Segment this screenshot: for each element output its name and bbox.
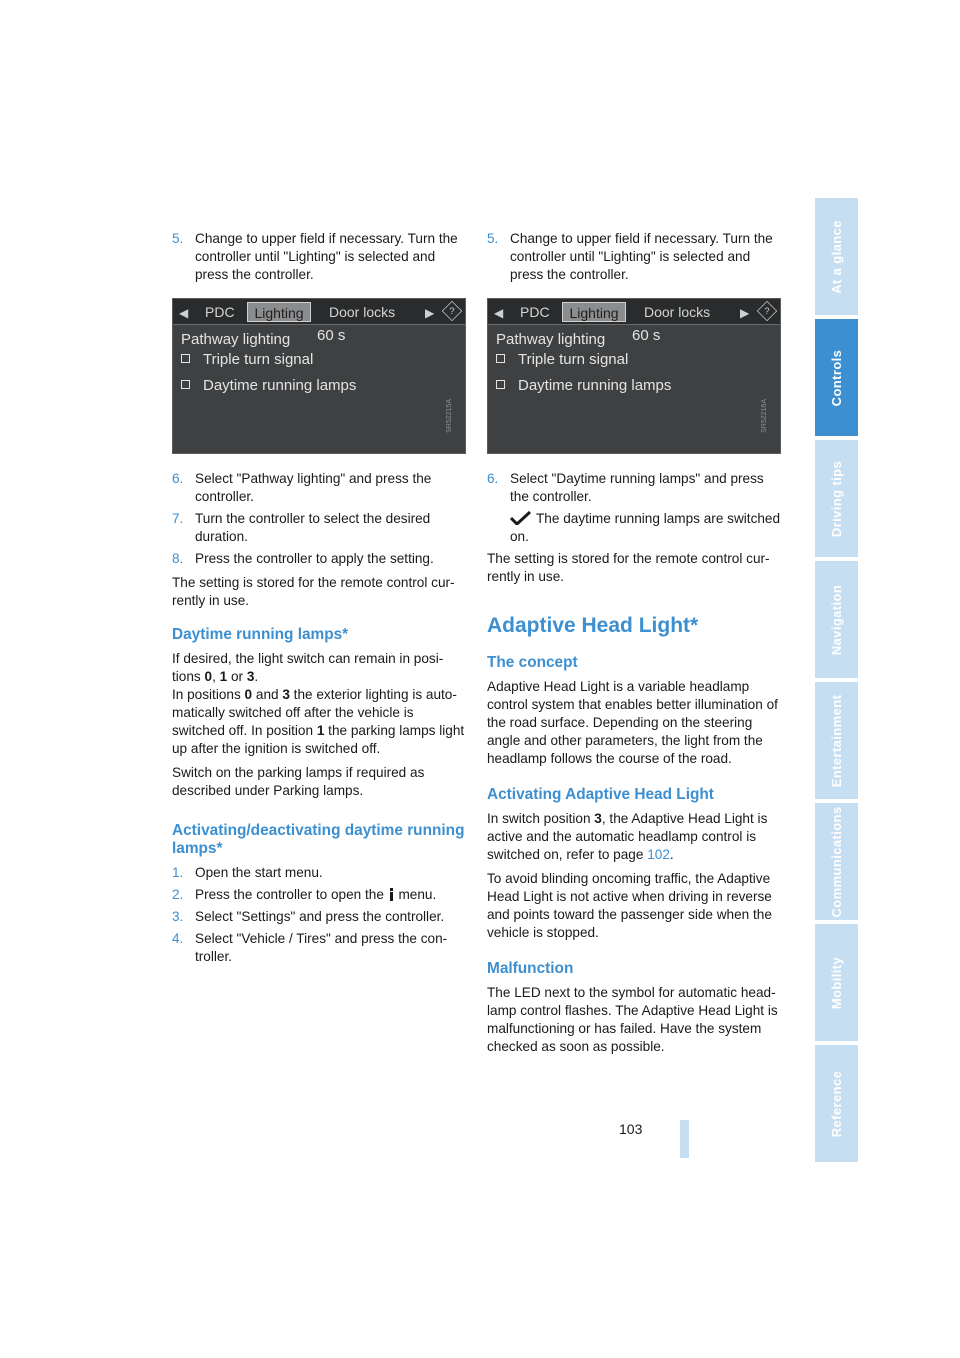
lighting-screen-image (172, 298, 466, 454)
blinding-paragraph: To avoid blinding oncoming traffic, the Adaptive Head Light is not active when driving in reverse and points toward the passenger side when the vehicle is stopped. (487, 871, 772, 940)
step-text: Change to upper field if necessary. Turn the controller until "Lighting" is selected and press the controller. (195, 231, 458, 282)
step-number: 5. (487, 231, 499, 246)
step-number: 2. (172, 887, 184, 902)
stored-note: The setting is stored for the remote control cur-rently in use. (487, 551, 770, 584)
right-column (487, 230, 781, 1060)
check-note-text: The daytime running lamps are switched on. (510, 511, 781, 544)
page-number: 103 (619, 1121, 643, 1137)
step-8 (172, 550, 466, 568)
screen-pathway-lighting: Pathway lighting (496, 331, 606, 348)
heading-adaptive-head-light: Adaptive Head Light* (487, 614, 699, 637)
sidebar-tab-mobility[interactable]: Mobility (815, 924, 858, 1041)
step-number: 6. (487, 471, 499, 486)
screen-tab-pdc: PDC (520, 304, 550, 320)
malfunction-paragraph: The LED next to the symbol for automatic head-lamp control flashes. The Adaptive Head Light is malfunctioning or has failed. Have the system checked as soon as possible. (487, 985, 778, 1054)
info-menu-icon (388, 888, 395, 901)
help-icon: ? (442, 301, 462, 321)
step-text: Turn the controller to select the desired duration. (195, 511, 431, 544)
sidebar-tab-reference[interactable]: Reference (815, 1045, 858, 1162)
screen-tab-bar (173, 299, 465, 325)
checkbox-icon (181, 354, 190, 363)
step-6 (172, 470, 466, 506)
heading-activating-ahl: Activating Adaptive Head Light (487, 786, 714, 803)
step-number: 5. (172, 231, 184, 246)
step-text: Select "Daytime running lamps" and press the controller. (510, 471, 764, 504)
screen-pathway-lighting: Pathway lighting (181, 331, 291, 348)
chapter-sidebar (815, 198, 858, 1166)
step-5 (172, 230, 466, 284)
heading-activating-daytime: Activating/deactivating daytime running lamps* (172, 822, 465, 857)
checkmark-icon (510, 511, 532, 525)
arrow-right-icon: ▶ (740, 306, 750, 320)
checkbox-icon (181, 380, 190, 389)
step-5 (487, 230, 781, 284)
heading-malfunction: Malfunction (487, 960, 574, 977)
step-text: Select "Pathway lighting" and press the controller. (195, 471, 432, 504)
step-number: 3. (172, 909, 184, 924)
step-text: Select "Vehicle / Tires" and press the con-troller. (195, 931, 448, 964)
screen-triple-turn-signal: Triple turn signal (496, 351, 628, 369)
activate-step-1 (172, 864, 466, 882)
step-number: 7. (172, 511, 184, 526)
step-text: Press the controller to open the menu. (195, 887, 437, 902)
arrow-left-icon: ◀ (179, 306, 189, 320)
activating-paragraph: In switch position 3, the Adaptive Head Light is active and the automatic headlamp control is switched on, refer to page 102. (487, 811, 768, 862)
heading-the-concept: The concept (487, 654, 578, 671)
stored-note: The setting is stored for the remote control cur-rently in use. (172, 575, 455, 608)
heading-daytime-running-lamps: Daytime running lamps* (172, 626, 349, 643)
activate-step-2 (172, 886, 466, 904)
step-number: 1. (172, 865, 184, 880)
screen-tab-pdc: PDC (205, 304, 235, 320)
screen-pathway-value: 60 s (632, 327, 661, 344)
arrow-right-icon: ▶ (425, 306, 435, 320)
sidebar-tab-navigation[interactable]: Navigation (815, 561, 858, 678)
step-7 (172, 510, 466, 546)
screen-daytime-running-lamps: Daytime running lamps (181, 377, 356, 395)
left-column (172, 230, 466, 970)
screen-tab-bar (488, 299, 780, 325)
step-text: Press the controller to apply the setting. (195, 551, 434, 566)
screen-tab-door-locks: Door locks (644, 304, 711, 320)
checkbox-icon (496, 354, 505, 363)
activate-step-3 (172, 908, 466, 926)
step-text: Change to upper field if necessary. Turn the controller until "Lighting" is selected and press the controller. (510, 231, 773, 282)
step-text: Open the start menu. (195, 865, 323, 880)
sidebar-tab-driving-tips[interactable]: Driving tips (815, 440, 858, 557)
sidebar-tab-controls[interactable]: Controls (815, 319, 858, 436)
screen-pathway-value: 60 s (317, 327, 346, 344)
step-6 (487, 470, 781, 506)
image-code: SR52215A (446, 399, 453, 433)
step-text: Select "Settings" and press the controller. (195, 909, 445, 924)
step-number: 8. (172, 551, 184, 566)
screen-daytime-running-lamps: Daytime running lamps (496, 377, 671, 395)
daytime-paragraph: If desired, the light switch can remain in posi-tions 0, 1 or 3. In positions 0 and 3 the exterior lighting is auto-matically switched off after the vehicle is switched off. In position 1 the parking lamps light up after the ignition is switched off. (172, 651, 465, 756)
checkbox-icon (496, 380, 505, 389)
arrow-left-icon: ◀ (494, 306, 504, 320)
lighting-screen-image (487, 298, 781, 454)
screen-tab-door-locks: Door locks (329, 304, 396, 320)
help-icon: ? (757, 301, 777, 321)
sidebar-tab-at-a-glance[interactable]: At a glance (815, 198, 858, 315)
screen-triple-turn-signal: Triple turn signal (181, 351, 313, 369)
check-note (487, 510, 781, 546)
screen-tab-lighting: Lighting (562, 302, 626, 322)
activate-step-4 (172, 930, 466, 966)
page-number-bar (680, 1120, 689, 1158)
step-number: 4. (172, 931, 184, 946)
image-code: SR52216A (761, 399, 768, 433)
parking-lamps-paragraph: Switch on the parking lamps if required as described under Parking lamps. (172, 765, 425, 798)
concept-paragraph: Adaptive Head Light is a variable headlamp control system that enables better illumination of the road surface. Depending on the steering angle and other parameters, the light from the headlamp follows the course of the road. (487, 679, 778, 766)
step-number: 6. (172, 471, 184, 486)
sidebar-tab-communications[interactable]: Communications (815, 803, 858, 920)
screen-tab-lighting: Lighting (247, 302, 311, 322)
page-link[interactable]: 102 (647, 847, 670, 862)
sidebar-tab-entertainment[interactable]: Entertainment (815, 682, 858, 799)
